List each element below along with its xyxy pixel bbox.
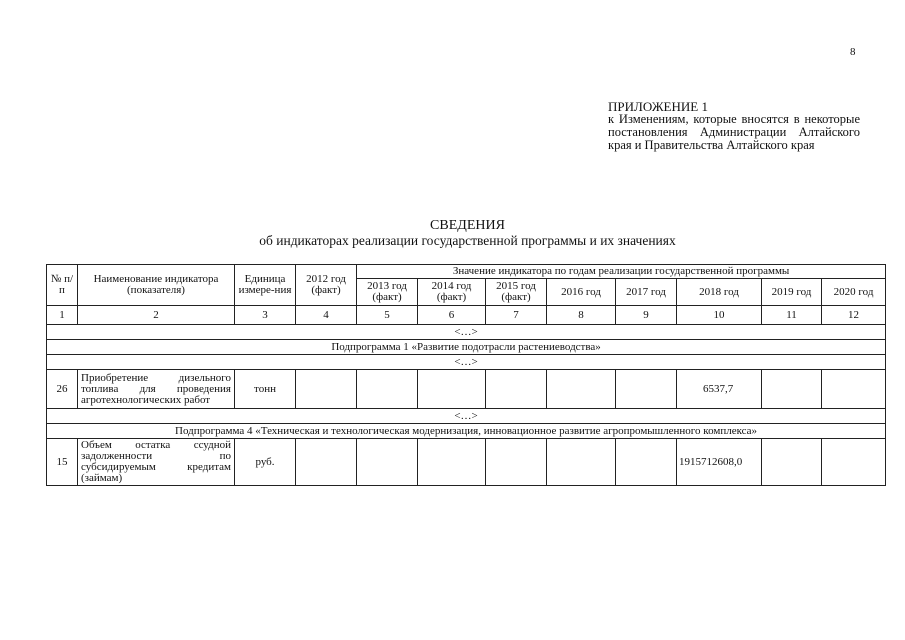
ellipsis-marker: <…> — [47, 325, 886, 340]
document-title: СВЕДЕНИЯ — [430, 218, 505, 233]
column-number: 6 — [418, 306, 486, 325]
header-year: 2016 год — [547, 279, 616, 306]
header-num: № п/п — [47, 265, 78, 306]
column-number-row — [47, 306, 886, 325]
document-subtitle: об индикаторах реализации государственной программы и их значениях — [259, 233, 676, 248]
header-year: 2020 год — [822, 279, 886, 306]
value-cell — [547, 439, 616, 486]
column-number: 12 — [822, 306, 886, 325]
header-2012: 2012 год (факт) — [296, 265, 357, 306]
value-cell — [296, 439, 357, 486]
column-number: 1 — [47, 306, 78, 325]
header-year: 2019 год — [762, 279, 822, 306]
column-number: 7 — [486, 306, 547, 325]
column-number: 8 — [547, 306, 616, 325]
header-name: Наименование индикатора (показателя) — [78, 265, 235, 306]
value-2018: 1915712608,0 — [677, 439, 762, 486]
header-year: 2013 год (факт) — [357, 279, 418, 306]
value-cell — [486, 370, 547, 409]
row-number: 26 — [47, 370, 78, 409]
table-row — [47, 439, 886, 486]
ellipsis-marker: <…> — [47, 355, 886, 370]
header-unit: Единица измере-ния — [235, 265, 296, 306]
value-cell — [762, 370, 822, 409]
subprogram-row — [47, 424, 886, 439]
subprogram-4-title: Подпрограмма 4 «Техническая и технологическая модернизация, инновационное развитие агропромышленного комплекса» — [47, 424, 886, 439]
value-cell — [357, 439, 418, 486]
value-2018: 6537,7 — [677, 370, 762, 409]
column-number: 2 — [78, 306, 235, 325]
column-number: 10 — [677, 306, 762, 325]
appendix-block — [608, 100, 860, 152]
header-year: 2018 год — [677, 279, 762, 306]
value-cell — [296, 370, 357, 409]
table-row — [47, 370, 886, 409]
column-number: 11 — [762, 306, 822, 325]
value-cell — [547, 370, 616, 409]
column-number: 5 — [357, 306, 418, 325]
value-cell — [822, 439, 886, 486]
column-number: 3 — [235, 306, 296, 325]
page-number: 8 — [850, 46, 856, 58]
header-year: 2014 год (факт) — [418, 279, 486, 306]
value-cell — [486, 439, 547, 486]
value-cell — [418, 370, 486, 409]
appendix-text: к Изменениям, которые вносятся в некоторые постановления Администрации Алтайского края и Правительства Алтайского края — [608, 112, 860, 152]
value-cell — [762, 439, 822, 486]
ellipsis-row — [47, 325, 886, 340]
column-number: 9 — [616, 306, 677, 325]
value-cell — [357, 370, 418, 409]
column-number: 4 — [296, 306, 357, 325]
indicator-unit: тонн — [235, 370, 296, 409]
ellipsis-row — [47, 409, 886, 424]
header-year: 2017 год — [616, 279, 677, 306]
ellipsis-row — [47, 355, 886, 370]
header-row — [47, 265, 886, 279]
header-year: 2015 год (факт) — [486, 279, 547, 306]
subprogram-row — [47, 340, 886, 355]
indicator-name: Приобретение дизельного топлива для проведения агротехнологических работ — [78, 370, 235, 409]
value-cell — [418, 439, 486, 486]
value-cell — [822, 370, 886, 409]
ellipsis-marker: <…> — [47, 409, 886, 424]
row-number: 15 — [47, 439, 78, 486]
indicator-unit: руб. — [235, 439, 296, 486]
indicator-name: Объем остатка ссудной задолженности по субсидируемым кредитам (займам) — [78, 439, 235, 486]
subprogram-1-title: Подпрограмма 1 «Развитие подотрасли растениеводства» — [47, 340, 886, 355]
value-cell — [616, 439, 677, 486]
indicators-table — [46, 264, 886, 486]
value-cell — [616, 370, 677, 409]
appendix-title: ПРИЛОЖЕНИЕ 1 — [608, 99, 708, 114]
header-group: Значение индикатора по годам реализации государственной программы — [357, 265, 886, 279]
